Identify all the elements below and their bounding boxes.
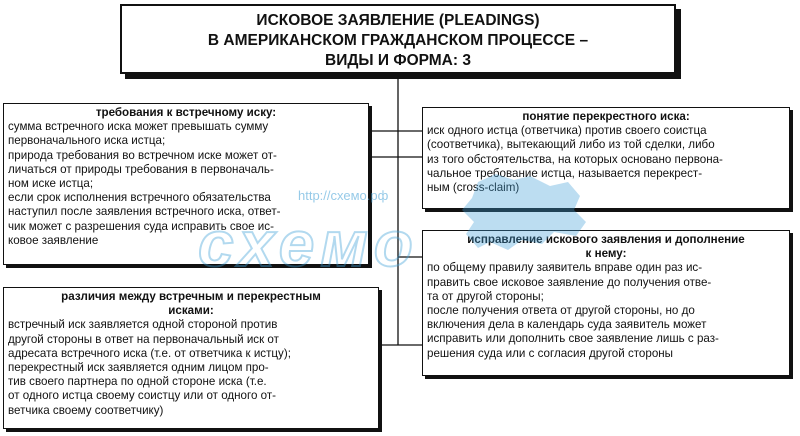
text-line: личаться от природы требования в первоначаль- bbox=[8, 162, 274, 176]
text-line: от одного истца своему соистцу или от одного от- bbox=[8, 389, 277, 403]
text-line: ветчика своему соответчику) bbox=[8, 403, 164, 417]
text-line: та от другой стороны; bbox=[427, 289, 544, 303]
text-line: включения дела в календарь суда заявитель может bbox=[427, 318, 707, 332]
text-line: ным (cross-claim) bbox=[427, 181, 520, 195]
text-line: природа требования во встречном иске может от- bbox=[8, 148, 277, 162]
text-line: адресата встречного иска (т.е. от ответчика к истцу); bbox=[8, 346, 291, 360]
text-line: решения суда или с согласия другой стороны bbox=[427, 346, 674, 360]
text-line: наступил после заявления встречного иска, ответ- bbox=[8, 205, 281, 219]
text-line: после получения ответа от другой стороны, но до bbox=[427, 304, 695, 318]
counterclaim-requirements-heading: требования к встречному иску: bbox=[95, 106, 277, 119]
diagram-title bbox=[120, 4, 676, 74]
watermark-logo-text: схемо bbox=[198, 208, 419, 280]
differences-box bbox=[3, 287, 379, 429]
counterclaim-requirements-box bbox=[3, 103, 369, 265]
watermark-url: http://схемо.рф bbox=[298, 188, 389, 203]
text-line: чик может с разрешения суда исправить свое ис- bbox=[8, 219, 274, 233]
title-line-3: ВИДЫ И ФОРМА: 3 bbox=[325, 52, 471, 69]
crossclaim-concept-heading: понятие перекрестного иска: bbox=[522, 110, 690, 123]
text-line: чальное требование истца, называется перекрест- bbox=[427, 166, 703, 180]
text-line: (соответчика), вытекающий либо из той сделки, либо bbox=[427, 138, 715, 152]
crossclaim-concept-box bbox=[422, 107, 790, 209]
text-line: первоначального иска истца; bbox=[8, 134, 166, 148]
text-line: ном иске истца; bbox=[8, 177, 94, 191]
amendment-heading-line-2: к нему: bbox=[585, 247, 627, 261]
title-line-1: ИСКОВОЕ ЗАЯВЛЕНИЕ (PLEADINGS) bbox=[256, 12, 540, 29]
text-line: тив своего партнера по одной стороне иска (т.е. bbox=[8, 375, 267, 389]
amendment-heading-line-1: исправление искового заявления и дополнение bbox=[467, 233, 745, 246]
amendment-box bbox=[422, 230, 790, 376]
text-line: ковое заявление bbox=[8, 233, 99, 247]
text-line: исправить или дополнить свое заявление лишь с раз- bbox=[427, 332, 719, 346]
text-line: иск одного истца (ответчика) против своего соистца bbox=[427, 124, 707, 138]
text-line: встречный иск заявляется одной стороной против bbox=[8, 318, 278, 332]
differences-heading-line-1: различия между встречным и перекрестным bbox=[61, 290, 321, 303]
title-line-2: В АМЕРИКАНСКОМ ГРАЖДАНСКОМ ПРОЦЕССЕ – bbox=[207, 32, 589, 49]
text-line: если срок исполнения встречного обязательства bbox=[8, 191, 271, 205]
differences-heading-line-2: исками: bbox=[168, 304, 214, 318]
text-line: сумма встречного иска может превышать сумму bbox=[8, 120, 269, 134]
text-line: из того обстоятельства, на которых основано первона- bbox=[427, 152, 723, 166]
text-line: по общему правилу заявитель вправе один раз ис- bbox=[427, 261, 703, 275]
text-line: перекрестный иск заявляется одним лицом про- bbox=[8, 361, 269, 375]
text-line: другой стороны в ответ на первоначальный иск от bbox=[8, 332, 279, 346]
text-line: править свое исковое заявление до получения отве- bbox=[427, 275, 712, 289]
